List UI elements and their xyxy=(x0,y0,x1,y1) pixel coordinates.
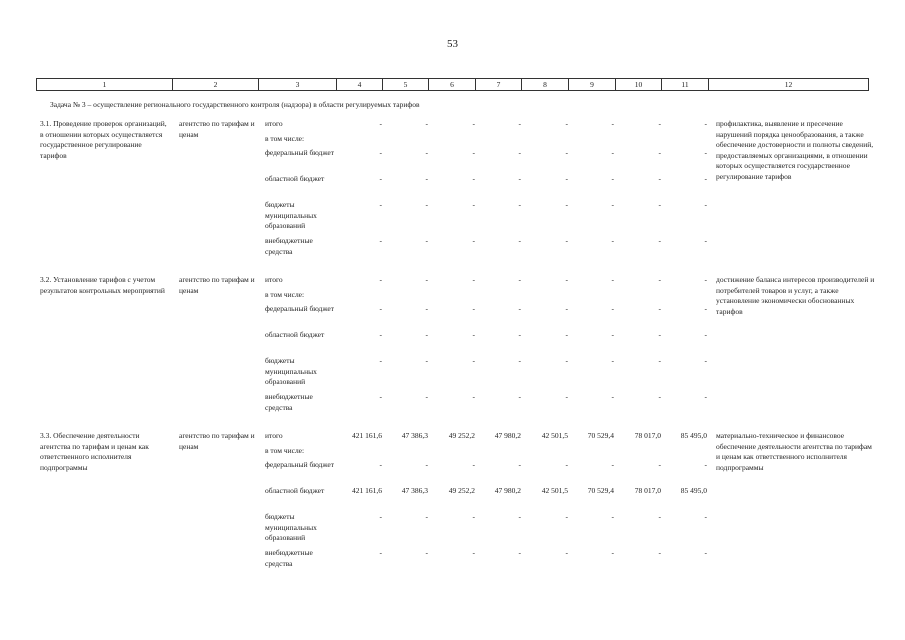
funding-value: - xyxy=(658,460,661,469)
funding-value: - xyxy=(611,148,614,157)
funding-value: - xyxy=(472,356,475,365)
page-number: 53 xyxy=(447,38,458,50)
funding-value: - xyxy=(565,330,568,339)
funding-value: - xyxy=(658,236,661,245)
funding-value: 49 252,2 xyxy=(448,431,475,440)
funding-value: - xyxy=(704,330,707,339)
funding-value: - xyxy=(565,236,568,245)
funding-value: - xyxy=(472,275,475,284)
column-number: 11 xyxy=(662,79,709,91)
funding-value: - xyxy=(611,356,614,365)
funding-value: - xyxy=(379,392,382,401)
funding-value: - xyxy=(658,304,661,313)
funding-value: - xyxy=(658,548,661,557)
measure-name: 3.1. Проведение проверок организаций, в отношении которых осуществляется государственное регулирование тарифов xyxy=(40,119,167,160)
funding-value: - xyxy=(518,460,521,469)
funding-value: - xyxy=(518,392,521,401)
funding-value: - xyxy=(611,119,614,128)
funding-value: - xyxy=(704,356,707,365)
funding-value: - xyxy=(704,119,707,128)
funding-value: 85 495,0 xyxy=(680,486,707,495)
funding-source-label: федеральный бюджет xyxy=(265,460,335,469)
funding-source-label: бюджеты муниципальных образований xyxy=(265,512,317,542)
funding-source-label: федеральный бюджет xyxy=(265,304,335,313)
funding-value: - xyxy=(518,200,521,209)
funding-value: - xyxy=(425,275,428,284)
funding-value: - xyxy=(425,148,428,157)
funding-value: - xyxy=(658,392,661,401)
funding-value: - xyxy=(425,174,428,183)
funding-value: - xyxy=(704,392,707,401)
funding-value: - xyxy=(379,275,382,284)
funding-value: - xyxy=(565,304,568,313)
funding-value: - xyxy=(379,304,382,313)
funding-value: - xyxy=(518,119,521,128)
funding-value: - xyxy=(658,119,661,128)
funding-value: - xyxy=(565,174,568,183)
funding-source-label: итого xyxy=(265,431,283,440)
funding-value: - xyxy=(425,512,428,521)
funding-value: 78 017,0 xyxy=(634,431,661,440)
funding-value: 421 161,6 xyxy=(352,486,382,495)
funding-value: 47 980,2 xyxy=(494,486,521,495)
funding-value: - xyxy=(704,236,707,245)
funding-value: - xyxy=(472,236,475,245)
executor-name: агентство по тарифам и ценам xyxy=(179,431,255,451)
funding-value: - xyxy=(704,148,707,157)
funding-value: - xyxy=(611,512,614,521)
funding-value: - xyxy=(565,460,568,469)
funding-value: 85 495,0 xyxy=(680,431,707,440)
funding-value: - xyxy=(704,200,707,209)
funding-source-label: в том числе: xyxy=(265,290,305,299)
funding-value: - xyxy=(658,148,661,157)
funding-value: 42 501,5 xyxy=(541,486,568,495)
funding-source-label: областной бюджет xyxy=(265,174,325,183)
funding-value: - xyxy=(472,460,475,469)
funding-value: - xyxy=(518,275,521,284)
funding-value: - xyxy=(425,200,428,209)
funding-value: - xyxy=(379,330,382,339)
funding-value: - xyxy=(425,356,428,365)
funding-value: 47 980,2 xyxy=(494,431,521,440)
funding-value: - xyxy=(379,200,382,209)
measure-name: 3.2. Установление тарифов с учетом результатов контрольных мероприятий xyxy=(40,275,165,295)
funding-value: - xyxy=(425,330,428,339)
column-number: 7 xyxy=(476,79,522,91)
funding-value: - xyxy=(611,330,614,339)
funding-value: - xyxy=(425,460,428,469)
funding-value: - xyxy=(704,460,707,469)
funding-value: - xyxy=(425,304,428,313)
funding-source-label: бюджеты муниципальных образований xyxy=(265,200,317,230)
funding-value: - xyxy=(658,356,661,365)
funding-value: - xyxy=(472,392,475,401)
funding-source-label: внебюджетные средства xyxy=(265,548,313,568)
funding-value: 421 161,6 xyxy=(352,431,382,440)
measure-name: 3.3. Обеспечение деятельности агентства по тарифам и ценам как ответственного исполнителя подпрограммы xyxy=(40,431,149,472)
column-number: 3 xyxy=(259,79,337,91)
column-number: 1 xyxy=(37,79,173,91)
funding-value: - xyxy=(472,512,475,521)
funding-value: - xyxy=(518,174,521,183)
column-number: 6 xyxy=(429,79,476,91)
funding-value: 70 529,4 xyxy=(587,486,614,495)
funding-value: - xyxy=(704,512,707,521)
funding-value: - xyxy=(611,236,614,245)
funding-value: - xyxy=(611,275,614,284)
expected-result: материально-техническое и финансовое обеспечение деятельности агентства по тарифам и ценам как ответственного исполнителя подпрограммы xyxy=(716,431,872,472)
funding-value: - xyxy=(379,119,382,128)
funding-value: - xyxy=(658,174,661,183)
funding-value: - xyxy=(658,275,661,284)
funding-value: - xyxy=(472,200,475,209)
funding-value: - xyxy=(379,460,382,469)
funding-value: 42 501,5 xyxy=(541,431,568,440)
funding-value: - xyxy=(472,174,475,183)
funding-source-label: в том числе: xyxy=(265,446,305,455)
executor-name: агентство по тарифам и ценам xyxy=(179,119,255,139)
funding-value: - xyxy=(565,512,568,521)
funding-value: - xyxy=(565,275,568,284)
column-number: 2 xyxy=(173,79,259,91)
funding-value: - xyxy=(518,304,521,313)
funding-value: - xyxy=(379,174,382,183)
funding-value: - xyxy=(704,304,707,313)
funding-value: - xyxy=(425,392,428,401)
expected-result: профилактика, выявление и пресечение нарушений порядка ценообразования, а также обеспечение достоверности и полноты сведений, предоставляемых организациями, в отношении которых осуществляется государственное регулирование тарифов xyxy=(716,119,874,181)
funding-value: - xyxy=(472,304,475,313)
funding-value: - xyxy=(565,392,568,401)
funding-value: 47 386,3 xyxy=(401,431,428,440)
funding-value: - xyxy=(472,330,475,339)
column-number: 12 xyxy=(709,79,869,91)
funding-value: - xyxy=(611,200,614,209)
funding-value: - xyxy=(565,119,568,128)
funding-value: - xyxy=(611,392,614,401)
funding-value: - xyxy=(611,304,614,313)
funding-value: - xyxy=(472,148,475,157)
funding-value: - xyxy=(658,330,661,339)
funding-source-label: в том числе: xyxy=(265,134,305,143)
funding-value: 78 017,0 xyxy=(634,486,661,495)
funding-source-label: областной бюджет xyxy=(265,330,325,339)
funding-value: - xyxy=(518,548,521,557)
funding-value: - xyxy=(472,119,475,128)
funding-value: - xyxy=(425,119,428,128)
funding-value: - xyxy=(518,236,521,245)
column-number: 9 xyxy=(569,79,616,91)
funding-source-label: внебюджетные средства xyxy=(265,392,313,412)
expected-result: достижение баланса интересов производителей и потребителей товаров и услуг, а также установление экономически обоснованных тарифов xyxy=(716,275,875,316)
executor-name: агентство по тарифам и ценам xyxy=(179,275,255,295)
column-number: 8 xyxy=(522,79,569,91)
funding-value: - xyxy=(704,275,707,284)
funding-value: - xyxy=(518,330,521,339)
funding-value: - xyxy=(658,512,661,521)
funding-value: - xyxy=(379,236,382,245)
funding-value: - xyxy=(379,148,382,157)
funding-value: - xyxy=(565,200,568,209)
funding-value: - xyxy=(379,548,382,557)
funding-value: - xyxy=(565,356,568,365)
funding-source-label: итого xyxy=(265,275,283,284)
funding-value: - xyxy=(704,174,707,183)
funding-value: - xyxy=(425,548,428,557)
funding-value: - xyxy=(379,356,382,365)
funding-value: - xyxy=(611,174,614,183)
funding-value: - xyxy=(611,460,614,469)
funding-value: - xyxy=(379,512,382,521)
funding-source-label: итого xyxy=(265,119,283,128)
funding-value: - xyxy=(518,512,521,521)
funding-source-label: внебюджетные средства xyxy=(265,236,313,256)
funding-value: - xyxy=(704,548,707,557)
column-number: 10 xyxy=(616,79,662,91)
funding-value: - xyxy=(518,148,521,157)
funding-value: 47 386,3 xyxy=(401,486,428,495)
funding-value: - xyxy=(611,548,614,557)
funding-value: 49 252,2 xyxy=(448,486,475,495)
funding-value: - xyxy=(565,548,568,557)
funding-source-label: федеральный бюджет xyxy=(265,148,335,157)
funding-source-label: областной бюджет xyxy=(265,486,325,495)
funding-value: - xyxy=(565,148,568,157)
funding-value: - xyxy=(658,200,661,209)
funding-value: - xyxy=(425,236,428,245)
funding-value: 70 529,4 xyxy=(587,431,614,440)
funding-value: - xyxy=(472,548,475,557)
funding-source-label: бюджеты муниципальных образований xyxy=(265,356,317,386)
funding-value: - xyxy=(518,356,521,365)
column-number: 4 xyxy=(337,79,383,91)
column-header-table xyxy=(36,78,869,91)
task-title: Задача № 3 – осуществление регионального государственного контроля (надзора) в области регулируемых тарифов xyxy=(50,100,420,109)
column-number: 5 xyxy=(383,79,429,91)
